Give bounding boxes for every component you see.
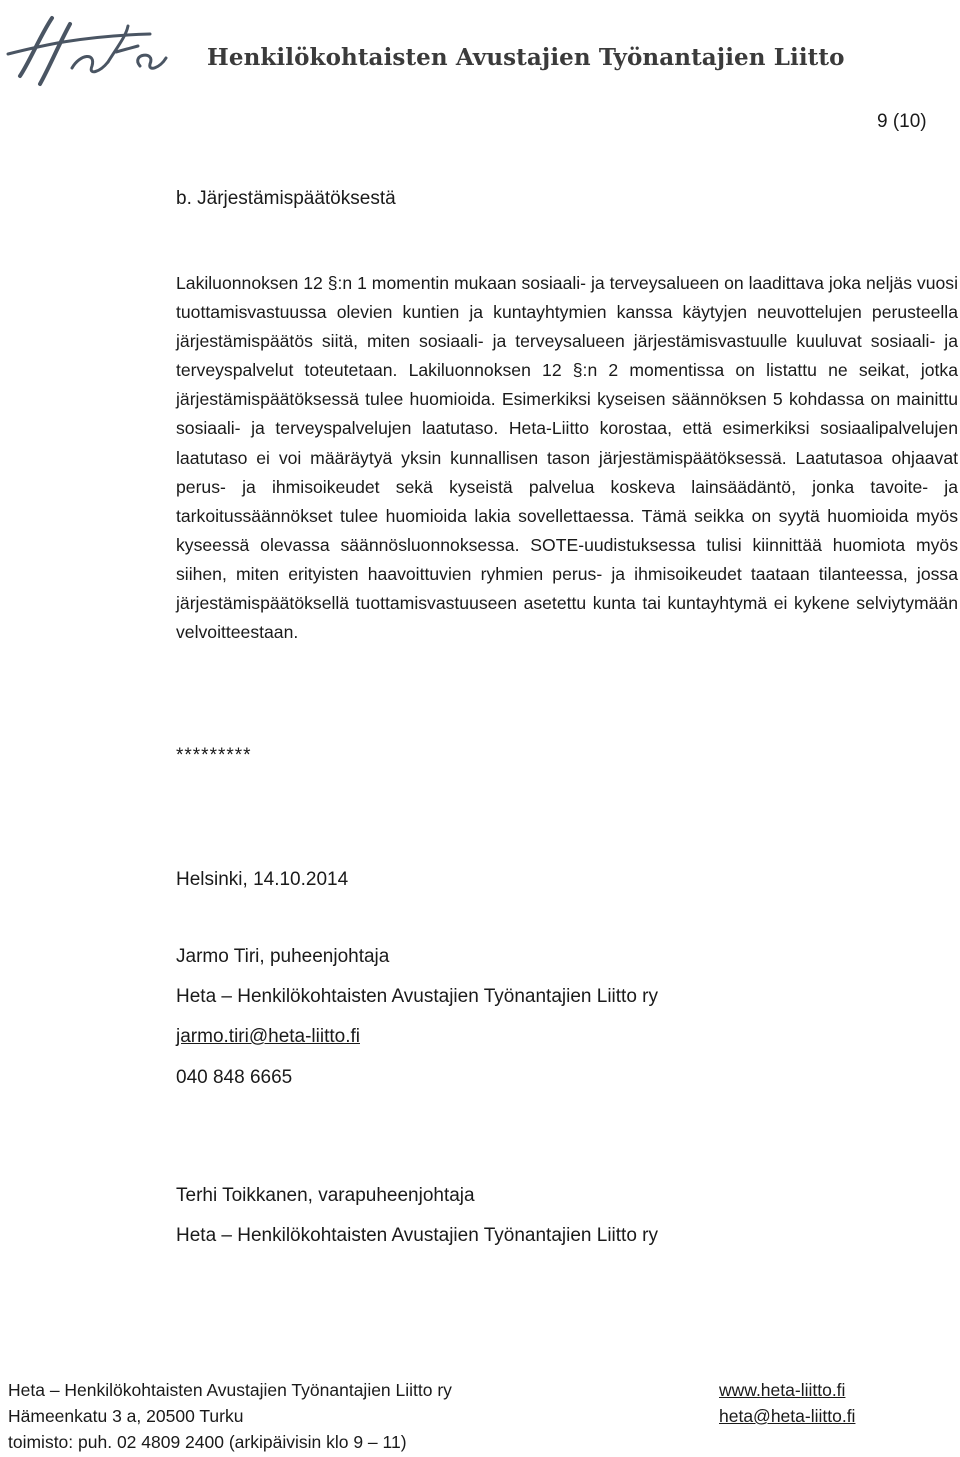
letterhead-title: Henkilökohtaisten Avustajien Työnantajien Liitto (207, 44, 845, 71)
section-heading: b. Järjestämispäätöksestä (176, 188, 396, 209)
letterhead (0, 0, 960, 95)
signer1-name: Jarmo Tiri, puheenjohtaja (176, 946, 390, 967)
signer1-phone: 040 848 6665 (176, 1067, 293, 1088)
signer2-name: Terhi Toikkanen, varapuheenjohtaja (176, 1185, 475, 1206)
heta-logo (0, 6, 180, 96)
signer1-email-container (176, 1026, 360, 1048)
signer2-organization: Heta – Henkilökohtaisten Avustajien Työnantajien Liitto ry (176, 1225, 658, 1246)
footer-office-phone: toimisto: puh. 02 4809 2400 (arkipäivisin klo 9 – 11) (8, 1432, 407, 1452)
place-date: Helsinki, 14.10.2014 (176, 869, 349, 890)
separator-asterisks: ********* (176, 745, 252, 766)
signer1-email-link[interactable]: jarmo.tiri@heta-liitto.fi (176, 1026, 360, 1047)
signer1-organization: Heta – Henkilökohtaisten Avustajien Työnantajien Liitto ry (176, 986, 658, 1007)
footer-email-link[interactable]: heta@heta-liitto.fi (719, 1406, 856, 1426)
page-number: 9 (10) (877, 111, 927, 132)
footer-website-link[interactable]: www.heta-liitto.fi (719, 1380, 846, 1400)
body-paragraph: Lakiluonnoksen 12 §:n 1 momentin mukaan sosiaali- ja terveysalueen on laadittava joka neljäs vuosi tuottamisvastuussa olevien kuntien ja kuntayhtymien kanssa käytyjen neuvottelujen perusteella järjestämispäätös siitä, miten sosiaali- ja terveysalueen järjestämisvastuulle kuuluvat sosiaali- ja terveyspalvelut toteutetaan. Lakiluonnoksen 12 §:n 2 momentissa on listattu ne seikat, jotka järjestämispäätöksessä tulee huomioida. Esimerkiksi kyseisen säännöksen 5 kohdassa on mainittu sosiaali- ja terveyspalvelujen laatutaso. Heta-Liitto korostaa, että esimerkiksi sosiaalipalvelujen laatutaso ei voi määräytyä yksin kunnallisen tason järjestämispäätöksessä. Laatutasoa ohjaavat perus- ja ihmisoikeudet sekä kyseistä palvelua koskeva lainsäädäntö, jonka tavoite- ja tarkoitussäännökset tulee huomioida lakia sovellettaessa. Tämä seikka on syytä huomioida myös kyseessä olevassa säännösluonnoksessa. SOTE-uudistuksessa tulisi kiinnittää huomiota myös siihen, miten erityisten haavoittuvien ryhmien perus- ja ihmisoikeudet taataan tilanteessa, jossa järjestämispäätöksellä tuottamisvastuuseen asetettu kunta tai kuntayhtymä ei kykene selviytymään velvoitteestaan. (176, 273, 958, 643)
page-footer (0, 1378, 960, 1457)
footer-org-name: Heta – Henkilökohtaisten Avustajien Työnantajien Liitto ry (8, 1380, 452, 1400)
footer-address: Hämeenkatu 3 a, 20500 Turku (8, 1406, 244, 1426)
